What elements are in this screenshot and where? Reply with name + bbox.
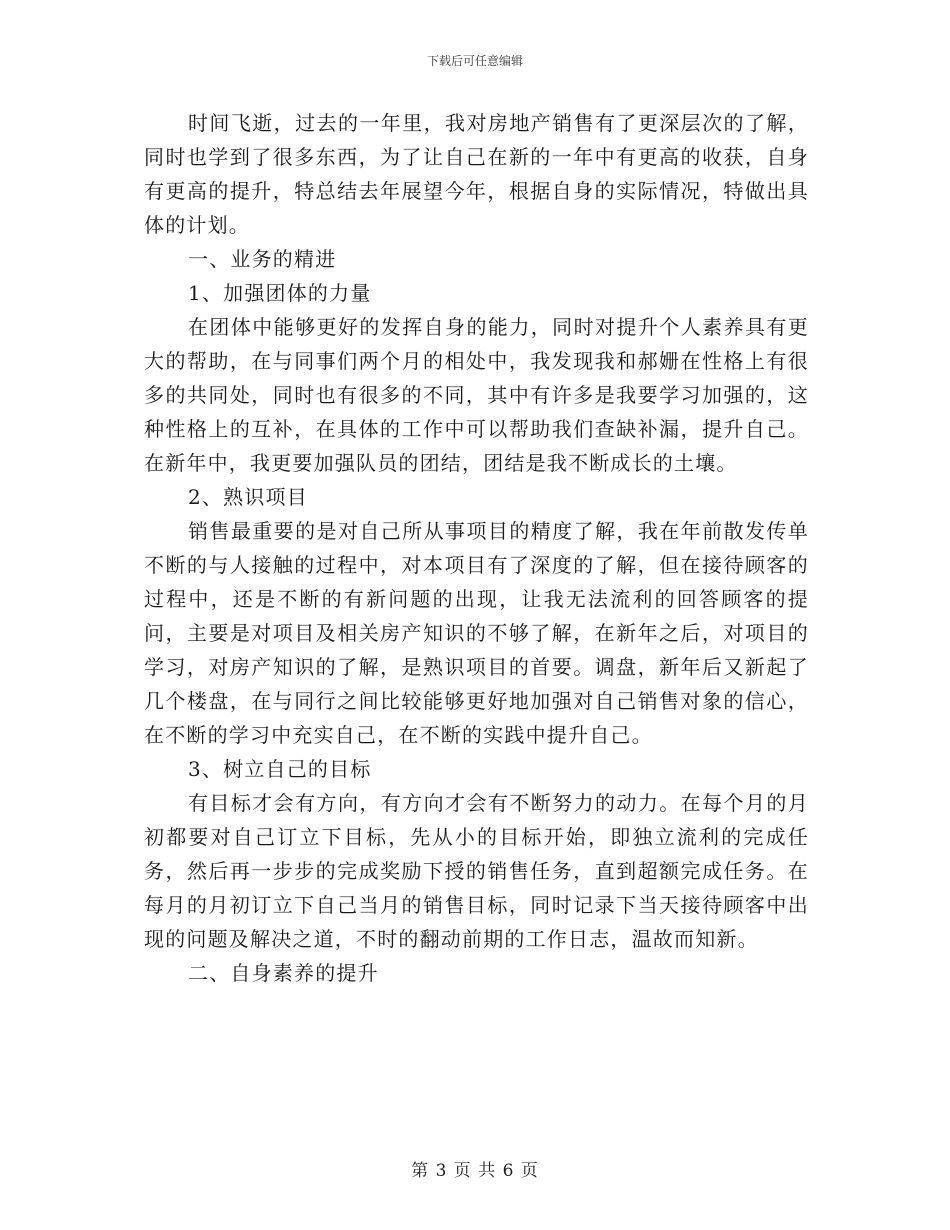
document-body — [144, 106, 809, 990]
subsection-3-paragraph: 有目标才会有方向，有方向才会有不断努力的动力。在每个月的月初都要对自己订立下目标，先从小的目标开始，即独立流利的完成任务，然后再一步步的完成奖励下授的销售任务，直到超额完成任务。在每月的月初订立下自己当月的销售目标，同时记录下当天接待顾客中出现的问题及解决之道，不时的翻动前期的工作日志，温故而知新。 — [144, 791, 809, 951]
subsection-1-paragraph: 在团体中能够更好的发挥自身的能力，同时对提升个人素养具有更大的帮助，在与同事们两个月的相处中，我发现我和郝姗在性格上有很多的共同处，同时也有很多的不同，其中有许多是我要学习加强的，这种性格上的互补，在具体的工作中可以帮助我们查缺补漏，提升自己。在新年中，我更要加强队员的团结，团结是我不断成长的土壤。 — [144, 315, 809, 475]
page-footer: 第 3 页 共 6 页 — [411, 1161, 539, 1181]
section-2-heading: 二、自身素养的提升 — [188, 961, 379, 985]
intro-paragraph: 时间飞逝，过去的一年里，我对房地产销售有了更深层次的了解，同时也学到了很多东西，为了让自己在新的一年中有更高的收获，自身有更高的提升，特总结去年展望今年，根据自身的实际情况，特做出具体的计划。 — [144, 111, 809, 237]
page-header: 下载后可任意编辑 — [426, 54, 523, 68]
subsection-3-heading: 3、树立自己的目标 — [188, 757, 372, 781]
subsection-2-paragraph: 销售最重要的是对自己所从事项目的精度了解，我在年前散发传单不断的与人接触的过程中，对本项目有了深度的了解，但在接待顾客的过程中，还是不断的有新问题的出现，让我无法流利的回答顾客的提问，主要是对项目及相关房产知识的不够了解，在新年之后，对项目的学习，对房产知识的了解，是熟识项目的首要。调盘，新年后又新起了几个楼盘，在与同行之间比较能够更好地加强对自己销售对象的信心，在不断的学习中充实自己，在不断的实践中提升自己。 — [144, 519, 809, 747]
section-1-heading: 一、业务的精进 — [188, 247, 337, 271]
subsection-1-heading: 1、加强团体的力量 — [188, 281, 372, 305]
subsection-2-heading: 2、熟识项目 — [188, 485, 308, 509]
